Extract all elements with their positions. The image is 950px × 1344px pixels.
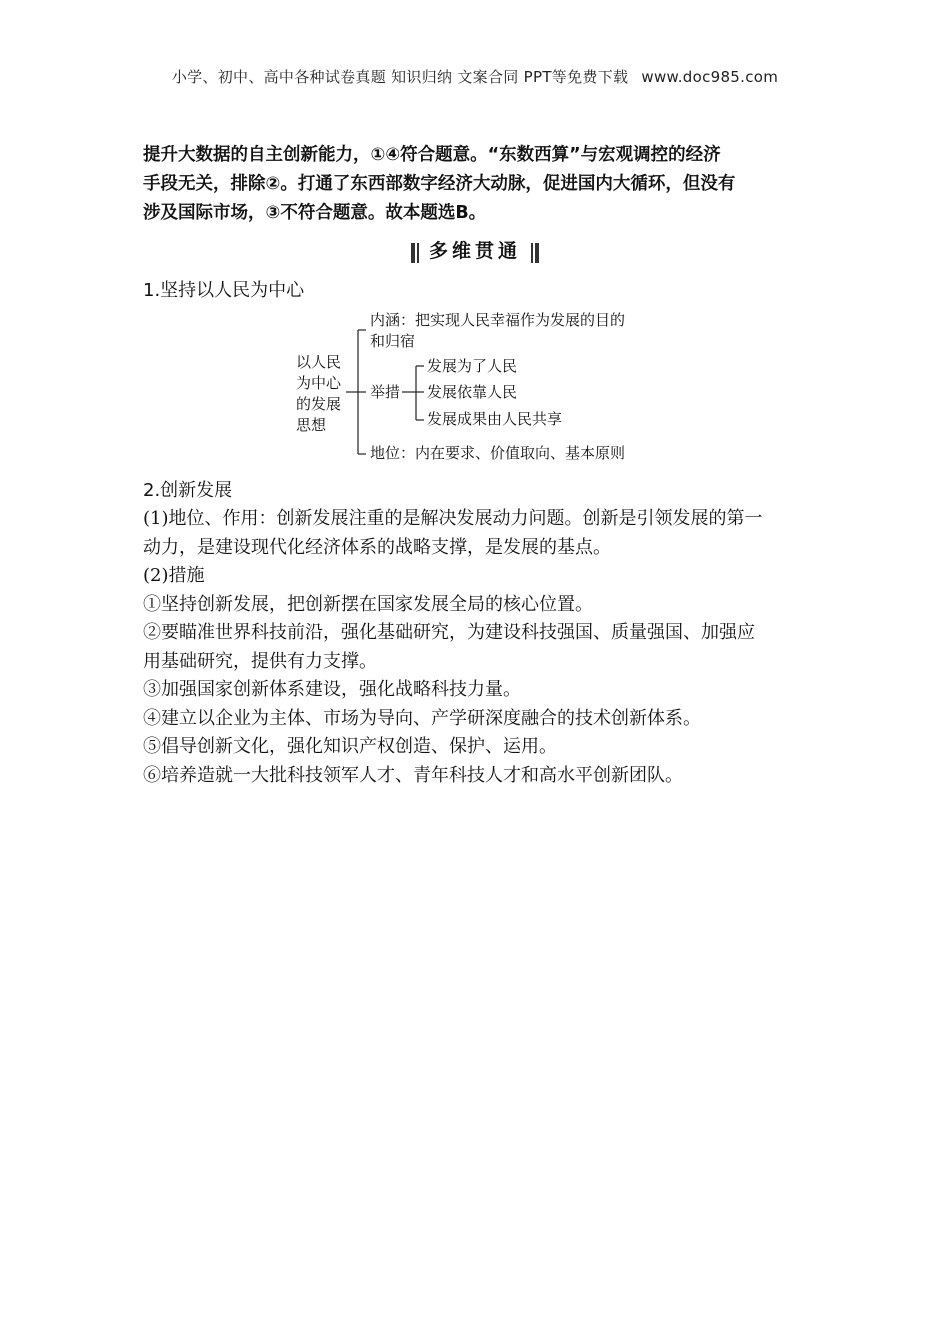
root-line-3: 的发展 bbox=[296, 395, 342, 413]
meaning-line-1: 内涵：把实现人民幸福作为发展的目的 bbox=[370, 311, 626, 329]
point2-line-9: ⑤倡导创新文化，强化知识产权创造、保护、运用。 bbox=[143, 736, 557, 757]
header-text: 小学、初中、高中各种试卷真题 知识归纳 文案合同 PPT等免费下载 bbox=[171, 68, 629, 86]
intro-line-2: 手段无关，排除②。打通了东西部数字经济大动脉，促进国内大循环，但没有 bbox=[143, 174, 736, 194]
measures-label: 举措 bbox=[370, 383, 401, 401]
point2-line-3: (2)措施 bbox=[143, 565, 205, 586]
bracket-diagram bbox=[290, 308, 690, 468]
diagram-root bbox=[296, 352, 341, 436]
point2-line-6: 用基础研究，提供有力支撑。 bbox=[143, 650, 377, 672]
point2-body bbox=[143, 505, 808, 790]
title-mark-left-thin bbox=[417, 243, 419, 263]
point2-line-4: ①坚持创新发展，把创新摆在国家发展全局的核心位置。 bbox=[143, 593, 593, 615]
section-title-bar bbox=[0, 236, 950, 263]
title-mark-right bbox=[535, 243, 539, 263]
root-line-4: 思想 bbox=[296, 416, 327, 434]
point2-line-10: ⑥培养造就一大批科技领军人才、青年科技人才和高水平创新团队。 bbox=[143, 764, 683, 786]
measure-1: 发展为了人民 bbox=[427, 357, 518, 375]
title-mark-left bbox=[411, 243, 415, 263]
point2-line-5: ②要瞄准世界科技前沿，强化基础研究，为建设科技强国、质量强国、加强应 bbox=[143, 622, 755, 643]
root-line-1: 以人民 bbox=[296, 353, 342, 371]
point2-heading: 2.创新发展 bbox=[143, 480, 233, 501]
point2-line-1: (1)地位、作用：创新发展注重的是解决发展动力问题。创新是引领发展的第一 bbox=[143, 508, 763, 529]
point1-heading: 1.坚持以人民为中心 bbox=[143, 280, 305, 301]
point2-line-8: ④建立以企业为主体、市场为导向、产学研深度融合的技术创新体系。 bbox=[143, 707, 701, 729]
header-url[interactable]: www.doc985.com bbox=[641, 68, 779, 86]
intro-line-1: 提升大数据的自主创新能力，①④符合题意。“东数西算”与宏观调控的经济 bbox=[143, 145, 721, 165]
title-mark-right-thin bbox=[531, 243, 533, 263]
measure-3: 发展成果由人民共享 bbox=[427, 410, 563, 428]
meaning-line-2: 和归宿 bbox=[370, 332, 416, 350]
point2-line-2: 动力，是建设现代化经济体系的战略支撑，是发展的基点。 bbox=[143, 536, 611, 558]
measure-2: 发展依靠人民 bbox=[427, 383, 518, 401]
point2-line-7: ③加强国家创新体系建设，强化战略科技力量。 bbox=[143, 679, 521, 700]
intro-line-3: 涉及国际市场，③不符合题意。故本题选B。 bbox=[143, 203, 487, 223]
page-header bbox=[0, 66, 950, 87]
section-title: 多维贯通 bbox=[428, 240, 521, 262]
intro-paragraph bbox=[143, 141, 808, 228]
status-line: 地位：内在要求、价值取向、基本原则 bbox=[370, 444, 626, 462]
root-line-2: 为中心 bbox=[296, 374, 342, 392]
